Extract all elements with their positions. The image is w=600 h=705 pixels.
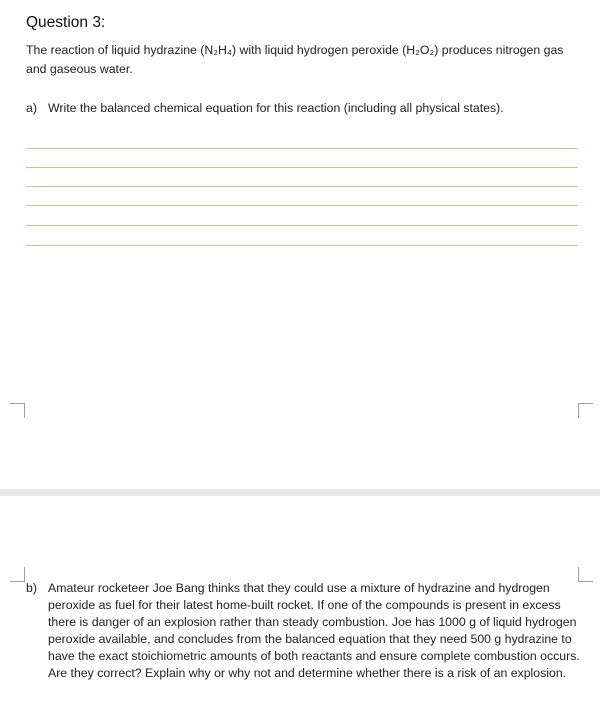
part-a-text: Write the balanced chemical equation for this reaction (including all physical states). xyxy=(48,101,504,115)
question-title: Question 3: xyxy=(26,14,106,31)
answer-line[interactable] xyxy=(26,167,578,168)
part-a-prompt xyxy=(26,101,504,115)
answer-line[interactable] xyxy=(26,205,578,206)
page-margin-corner-top-left xyxy=(10,403,25,418)
part-a-label: a) xyxy=(26,101,37,115)
answer-line[interactable] xyxy=(26,225,578,226)
page-separator xyxy=(0,489,600,496)
part-b-prompt xyxy=(26,580,586,682)
page-margin-corner-top-right xyxy=(578,403,593,418)
page-margin-corner-bottom-left xyxy=(10,567,25,582)
answer-line[interactable] xyxy=(26,245,578,246)
answer-line[interactable] xyxy=(26,186,578,187)
answer-line[interactable] xyxy=(26,148,578,149)
part-b-text: Amateur rocketeer Joe Bang thinks that they could use a mixture of hydrazine and hydrogen peroxide as fuel for their latest home-built rocket. If one of the compounds is present in excess there is danger of an explosion rather than steady combustion. Joe has 1000 g of liquid hydrogen peroxide available, and concludes from the balanced equation that they need 500 g hydrazine to have the exact stoichiometric amounts of both reactants and ensure complete combustion occurs. Are they correct? Explain why or why not and determine whether there is a risk of an explosion. xyxy=(48,581,580,680)
question-intro: The reaction of liquid hydrazine (N₂H₄) with liquid hydrogen peroxide (H₂O₂) produces nitrogen gas and gaseous water. xyxy=(26,43,564,76)
part-b-label: b) xyxy=(26,581,37,595)
